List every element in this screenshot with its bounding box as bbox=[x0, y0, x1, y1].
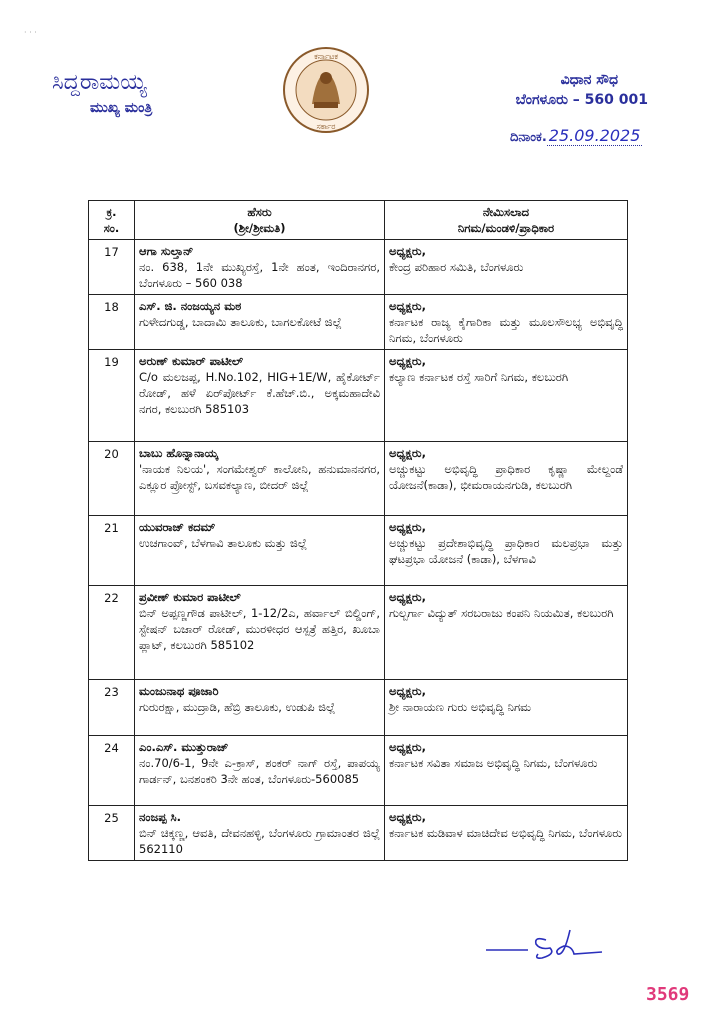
appointment-body: ಕರ್ನಾಟಕ ರಾಜ್ಯ ಕೈಗಾರಿಕಾ ಮತ್ತು ಮೂಲಸೌಲಭ್ಯ ಅಭಿವೃದ್ಧಿ ನಿಗಮ, ಬೆಂಗಳೂರು bbox=[389, 315, 623, 345]
table-row bbox=[89, 736, 628, 806]
cm-designation: ಮುಖ್ಯ ಮಂತ್ರಿ bbox=[90, 100, 153, 116]
row-appointment bbox=[385, 240, 628, 295]
person-name: ಆಗಾ ಸುಲ್ತಾನ್ bbox=[139, 244, 194, 258]
person-address: ಗುಳೇದಗುಡ್ಡ, ಬಾದಾಮಿ ತಾಲೂಕು, ಬಾಗಲಕೋಟೆ ಜಿಲ್ಲೆ bbox=[139, 315, 342, 329]
person-name: ನಂಜಪ್ಪ ಸಿ. bbox=[139, 810, 181, 824]
table-row bbox=[89, 442, 628, 516]
row-appointment bbox=[385, 516, 628, 586]
table-row bbox=[89, 586, 628, 680]
row-appointment bbox=[385, 442, 628, 516]
person-address: ನಂ. 638, 1ನೇ ಮುಖ್ಯರಸ್ತೆ, 1ನೇ ಹಂತ, ಇಂದಿರಾನಗರ, ಬೆಂಗಳೂರು – 560 038 bbox=[139, 260, 380, 290]
row-person bbox=[135, 680, 385, 736]
row-sl-no: 23 bbox=[89, 680, 135, 736]
row-person bbox=[135, 806, 385, 861]
date-field: ದಿನಾಂಕ. 25.09.2025 bbox=[510, 126, 641, 145]
date-label: ದಿನಾಂಕ bbox=[510, 130, 542, 145]
person-name: ಬಾಬು ಹೊನ್ನಾನಾಯ್ಕ bbox=[139, 446, 218, 460]
appointment-body: ಕರ್ನಾಟಕ ಸವಿತಾ ಸಮಾಜ ಅಭಿವೃದ್ಧಿ ನಿಗಮ, ಬೆಂಗಳೂರು bbox=[389, 756, 598, 770]
row-person bbox=[135, 295, 385, 350]
header-post-line1: ನೇಮಿಸಲಾದ bbox=[482, 205, 530, 219]
signature-text: Sd bbox=[484, 926, 486, 927]
appointment-body: ಕಲ್ಯಾಣ ಕರ್ನಾಟಕ ರಸ್ತೆ ಸಾರಿಗೆ ನಿಗಮ, ಕಲಬುರಗಿ bbox=[389, 370, 569, 384]
row-sl-no: 25 bbox=[89, 806, 135, 861]
table-row bbox=[89, 680, 628, 736]
row-appointment bbox=[385, 295, 628, 350]
appointment-post: ಅಧ್ಯಕ್ಷರು, bbox=[389, 244, 426, 258]
appointment-post: ಅಧ್ಯಕ್ಷರು, bbox=[389, 590, 426, 604]
signature bbox=[484, 926, 624, 966]
header-name bbox=[135, 201, 385, 240]
row-sl-no: 22 bbox=[89, 586, 135, 680]
header-sl-no bbox=[89, 201, 135, 240]
row-appointment bbox=[385, 586, 628, 680]
person-name: ಎಂ.ಎಸ್. ಮುತ್ತುರಾಜ್ bbox=[139, 740, 229, 754]
row-sl-no: 17 bbox=[89, 240, 135, 295]
row-appointment bbox=[385, 350, 628, 442]
appointment-post: ಅಧ್ಯಕ್ಷರು, bbox=[389, 446, 426, 460]
row-person bbox=[135, 350, 385, 442]
scan-corner-mark: · · · bbox=[24, 28, 37, 37]
row-appointment bbox=[385, 680, 628, 736]
appointment-post: ಅಧ್ಯಕ್ಷರು, bbox=[389, 354, 426, 368]
table-row bbox=[89, 516, 628, 586]
office-address-line1: ವಿಧಾನ ಸೌಧ bbox=[560, 72, 618, 88]
row-appointment bbox=[385, 806, 628, 861]
appointment-body: ಅಚ್ಚುಕಟ್ಟು ಅಭಿವೃದ್ಧಿ ಪ್ರಾಧಿಕಾರ ಕೃಷ್ಣಾ ಮೇಲ್ದಂಡೆ ಯೋಜನೆ(ಕಾಡಾ), ಭೀಮರಾಯನಗುಡಿ, ಕಲಬುರಗಿ bbox=[389, 462, 623, 492]
table-header-row bbox=[89, 201, 628, 240]
appointment-post: ಅಧ್ಯಕ್ಷರು, bbox=[389, 740, 426, 754]
person-name: ಮಂಜುನಾಥ ಪೂಜಾರಿ bbox=[139, 684, 219, 698]
office-address-line2: ಬೆಂಗಳೂರು – 560 001 bbox=[515, 92, 648, 108]
appointment-body: ಕೇಂದ್ರ ಪರಿಹಾರ ಸಮಿತಿ, ಬೆಂಗಳೂರು bbox=[389, 260, 524, 274]
seal-lettering-top: ಕರ್ನಾಟಕ bbox=[314, 52, 338, 61]
row-sl-no: 21 bbox=[89, 516, 135, 586]
row-person bbox=[135, 240, 385, 295]
header-sl-line2: ಸಂ. bbox=[103, 221, 120, 235]
header-post-line2: ನಿಗಮ/ಮಂಡಳಿ/ಪ್ರಾಧಿಕಾರ bbox=[457, 221, 555, 235]
header-sl-line1: ಕ್ರ. bbox=[106, 205, 117, 219]
header-name-line2: (ಶ್ರೀ/ಶ್ರೀಮತಿ) bbox=[233, 221, 286, 235]
appointment-body: ಶ್ರೀ ನಾರಾಯಣ ಗುರು ಅಭಿವೃದ್ಧಿ ನಿಗಮ bbox=[389, 700, 532, 714]
row-person bbox=[135, 586, 385, 680]
table-row bbox=[89, 295, 628, 350]
row-person bbox=[135, 516, 385, 586]
appointment-body: ಕರ್ನಾಟಕ ಮಡಿವಾಳ ಮಾಚಿದೇವ ಅಭಿವೃದ್ಧಿ ನಿಗಮ, ಬೆಂಗಳೂರು bbox=[389, 826, 623, 840]
appointments-table bbox=[88, 200, 628, 861]
person-address: ಗುರುರಕ್ಷಾ, ಮುದ್ರಾಡಿ, ಹೆಬ್ರಿ ತಾಲೂಕು, ಉಡುಪಿ ಜಿಲ್ಲೆ bbox=[139, 700, 336, 714]
person-address: ಉಚಗಾಂವ್, ಬೆಳಗಾವಿ ತಾಲೂಕು ಮತ್ತು ಜಿಲ್ಲೆ bbox=[139, 536, 307, 550]
appointment-post: ಅಧ್ಯಕ್ಷರು, bbox=[389, 520, 426, 534]
appointment-post: ಅಧ್ಯಕ್ಷರು, bbox=[389, 299, 426, 313]
date-value: 25.09.2025 bbox=[548, 126, 641, 145]
header-name-line1: ಹೆಸರು bbox=[247, 205, 272, 219]
appointment-body: ಅಚ್ಚುಕಟ್ಟು ಪ್ರದೇಶಾಭಿವೃದ್ಧಿ ಪ್ರಾಧಿಕಾರ ಮಲಪ್ರಭಾ ಮತ್ತು ಘಟಪ್ರಭಾ ಯೋಜನೆ (ಕಾಡಾ), ಬೆಳಗಾವಿ bbox=[389, 536, 623, 566]
header-post bbox=[385, 201, 628, 240]
table-row bbox=[89, 240, 628, 295]
person-name: ಅರುಣ್ ಕುಮಾರ್ ಪಾಟೀಲ್ bbox=[139, 354, 244, 368]
person-name: ಯುವರಾಜ್ ಕದಮ್ bbox=[139, 520, 216, 534]
row-appointment bbox=[385, 736, 628, 806]
table-row bbox=[89, 350, 628, 442]
person-name: ಎಸ್. ಜಿ. ನಂಜಯ್ಯನ ಮಠ bbox=[139, 299, 242, 313]
row-sl-no: 18 bbox=[89, 295, 135, 350]
seal-lettering-bottom: ಸರ್ಕಾರ bbox=[316, 122, 336, 131]
person-address: ಬಿನ್ ಅಪ್ಪಣ್ಣಗೌಡ ಪಾಟೀಲ್, 1-12/2ಎ, ಹರ್ವಾಲ್ ಬಿಲ್ಡಿಂಗ್, ಸ್ಟೇಷನ್ ಬಜಾರ್ ರೋಡ್, ಮುರಳೀಧರ ಆಸ್ಪತ್ರೆ ಹತ್ತಿರ, ಖೂಬಾ ಪ್ಲಾಟ್, ಕಲಬುರಗಿ 585102 bbox=[139, 606, 380, 652]
person-address: ನಂ.70/6-1, 9ನೇ ಎ-ಕ್ರಾಸ್, ಶಂಕರ್ ನಾಗ್ ರಸ್ತೆ, ಪಾಪಯ್ಯ ಗಾರ್ಡನ್, ಬನಶಂಕರಿ 3ನೇ ಹಂತ, ಬೆಂಗಳೂರು-560085 bbox=[139, 756, 380, 786]
row-sl-no: 24 bbox=[89, 736, 135, 806]
person-name: ಪ್ರವೀಣ್ ಕುಮಾರ ಪಾಟೀಲ್ bbox=[139, 590, 241, 604]
cm-name: ಸಿದ್ದರಾಮಯ್ಯ bbox=[52, 70, 147, 95]
row-sl-no: 20 bbox=[89, 442, 135, 516]
row-person bbox=[135, 736, 385, 806]
appointment-body: ಗುಲ್ಬರ್ಗಾ ವಿದ್ಯುತ್ ಸರಬರಾಜು ಕಂಪನಿ ನಿಯಮಿತ, ಕಲಬುರಗಿ bbox=[389, 606, 614, 620]
appointment-post: ಅಧ್ಯಕ್ಷರು, bbox=[389, 684, 426, 698]
person-address: C/o ಮಲಜಪ್ಪ, H.No.102, HIG+1E/W, ಹೈಕೋರ್ಟ್ ರೋಡ್, ಹಳೆ ಏರ್‌ಪೋರ್ಟ್ ಕೆ.ಹೆಚ್.ಬಿ., ಅಕ್ಕಮಹಾದೇವಿ ನಗರ, ಕಲಬುರಗಿ 585103 bbox=[139, 370, 380, 416]
appointment-post: ಅಧ್ಯಕ್ಷರು, bbox=[389, 810, 426, 824]
page-number: 3569 bbox=[646, 984, 690, 1005]
person-address: 'ನಾಯಕ ನಿಲಯ', ಸಂಗಮೇಶ್ವರ್ ಕಾಲೋನಿ, ಹನುಮಾನನಗರ, ಎಕ್ಲೂರ ಪ್ರೋಸ್ಟ್, ಬಸವಕಲ್ಯಾಣ, ಬೀದರ್ ಜಿಲ್ಲೆ bbox=[139, 462, 380, 492]
government-seal-emblem bbox=[282, 46, 370, 134]
row-person bbox=[135, 442, 385, 516]
table-row bbox=[89, 806, 628, 861]
person-address: ಬಿನ್ ಚಿಕ್ಕಣ್ಣ, ಆವತಿ, ದೇವನಹಳ್ಳಿ, ಬೆಂಗಳೂರು ಗ್ರಾಮಾಂತರ ಜಿಲ್ಲೆ 562110 bbox=[139, 826, 380, 856]
row-sl-no: 19 bbox=[89, 350, 135, 442]
